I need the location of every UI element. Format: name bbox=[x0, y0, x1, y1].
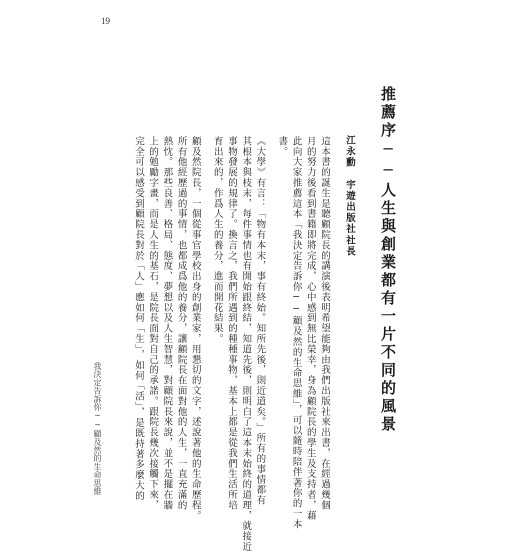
running-sidebar: 我決定告訴你──顧及然的生命思維 bbox=[93, 362, 102, 496]
body-line: 上的勉勵字畫，而是人生的基石，是院長面對自己的承諾。跟院長幾次接觸下來， bbox=[147, 136, 159, 511]
body-line: 完全可以感受到顧院長對於「人」應如何「生」，如何「活」，是既持著多麼大的 bbox=[132, 136, 144, 501]
body-line: 熱忱。那些良善、格局、態度、夢想以及人生智慧，對顧院長來說，並不是擺在牆 bbox=[161, 136, 173, 511]
body-line: 這本書的誕生是聽顧院長的講演後表明希望能夠由我們出版社來出書，在經過幾個 bbox=[319, 136, 330, 511]
page-title: 推薦序──人生與創業都有一片不同的風景 bbox=[379, 86, 397, 434]
body-line: 所有他經歷過的事情，也都成爲他的養分，讓顧院長在面對他的人生，一直充滿的 bbox=[175, 136, 187, 511]
body-line: 《大學》有言：「物有本末，事有終始。知所先後，則近道矣。」所有的事情都有 bbox=[254, 136, 266, 506]
body-line: 書。 bbox=[276, 136, 288, 157]
page-number: 19 bbox=[101, 16, 110, 26]
body-line: 月的努力後看到書籍即將完成，心中感到無比榮幸，身為顧院長的學生及支持者，藉 bbox=[304, 136, 316, 521]
body-line: 育出來的，作爲人生的養分，進而開花結果。 bbox=[211, 136, 223, 344]
body-line: 事物發展的規律了。換言之，我們所遇到的種種事物，基本上都是從我們生活所培 bbox=[225, 136, 237, 511]
body-line: 此向大家推薦這本「我決定告訴你──顧及然的生命思維」，可以隨時陪伴著你的一本 bbox=[290, 136, 302, 530]
body-line: 其根本與枝末，每件事情也有開始跟終結，知道先後，則明白了這本末始終的道理，就接近 bbox=[240, 136, 252, 552]
body-line: 顧及然院長，一個從事官學校出身的創業家，用懇切的文字，述說著他的生命歷程。 bbox=[189, 136, 201, 521]
byline: 江永勳 宇遊出版社社長 bbox=[344, 135, 355, 258]
